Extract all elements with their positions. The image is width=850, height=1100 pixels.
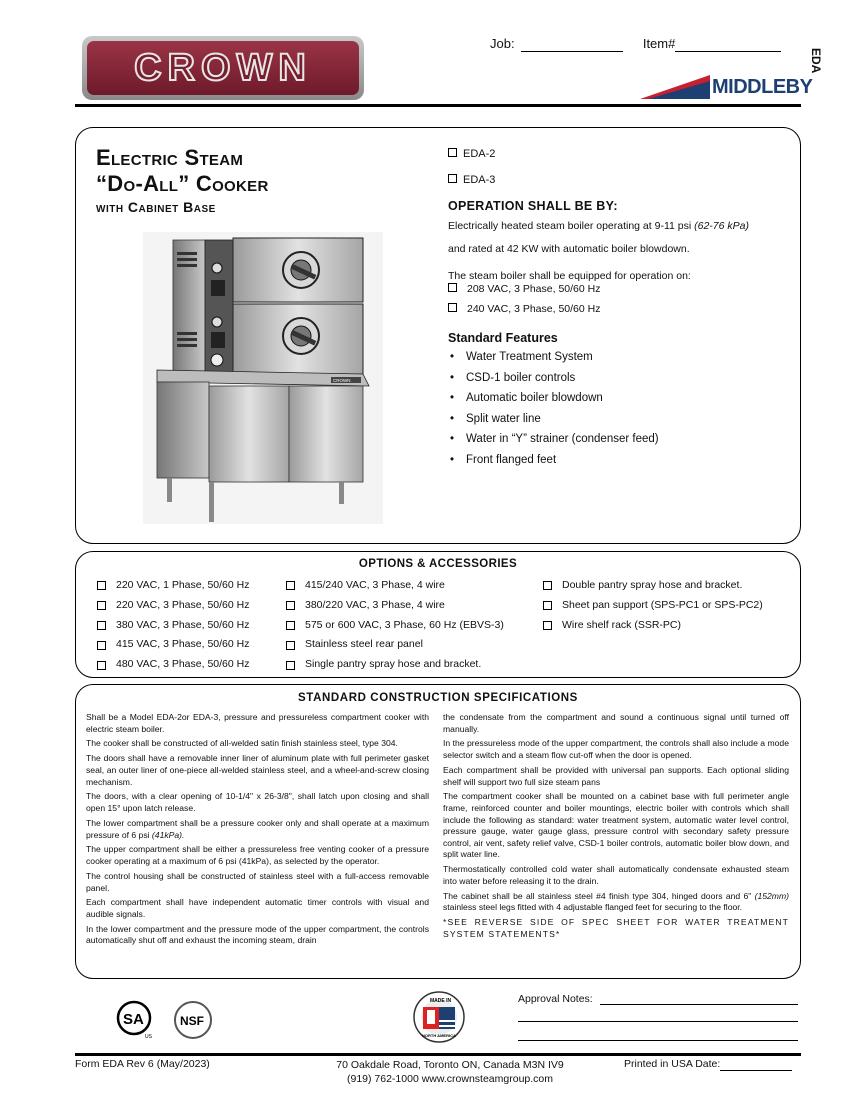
job-label: Job: [490, 36, 515, 51]
model-eda3[interactable]: EDA-3 [448, 174, 495, 186]
checkbox[interactable] [97, 621, 106, 630]
checkbox[interactable] [448, 283, 457, 292]
phone-website: (919) 762-1000 www.crownsteamgroup.com [346, 1073, 554, 1085]
model-eda2[interactable]: EDA-2 [448, 148, 495, 160]
svg-text:NSF: NSF [180, 1014, 204, 1028]
item-label: Item# [642, 36, 676, 51]
feature-item: • Water in “Y” strainer (condenser feed) [448, 429, 659, 450]
steam-cooker-illustration [143, 232, 383, 524]
spec-paragraph: The cabinet shall be all stainless steel #4 finish type 304, hinged doors and 6" (152mm) stainless steel legs fitted with 4 adjustable flanged feet for securing to the floor. [443, 890, 789, 913]
spec-paragraph: the condensate from the compartment and sound a continuous signal until turned off manually. [443, 712, 789, 734]
checkbox[interactable] [97, 641, 106, 650]
option-item[interactable]: 575 or 600 VAC, 3 Phase, 60 Hz (EBVS-3) [286, 616, 504, 636]
nsf-certification-icon [173, 1000, 213, 1040]
checkbox[interactable] [286, 601, 295, 610]
checkbox[interactable] [448, 303, 457, 312]
spec-paragraph: Each compartment shall have independent automatic timer controls with visual and audible signals. [86, 897, 429, 919]
address: 70 Oakdale Road, Toronto ON, Canada M3N IV9 [336, 1059, 564, 1071]
svg-text:NORTH AMERICA: NORTH AMERICA [422, 1033, 456, 1038]
standard-features-heading: Standard Features [448, 331, 558, 345]
feature-item: • CSD-1 boiler controls [448, 368, 659, 389]
specs-left-column [86, 712, 429, 950]
title-line1: Electric Steam [96, 145, 244, 170]
crown-logo-text: CROWN [134, 46, 312, 89]
voltage-option[interactable]: 208 VAC, 3 Phase, 50/60 Hz [448, 280, 600, 300]
option-item[interactable]: Stainless steel rear panel [286, 635, 504, 655]
job-item-fields [490, 36, 781, 52]
item-field[interactable] [675, 36, 781, 52]
option-item[interactable]: 380/220 VAC, 3 Phase, 4 wire [286, 596, 504, 616]
printed-date: Printed in USA Date: [624, 1058, 792, 1071]
spec-paragraph: The doors, with a clear opening of 10-1/4" x 26-3/8", shall latch upon closing and shall open 15° upon latch release. [86, 791, 429, 814]
crown-logo [82, 36, 364, 100]
form-revision: Form EDA Rev 6 (May/2023) [75, 1058, 210, 1070]
spec-paragraph: The compartment cooker shall be mounted on a cabinet base with full perimeter angle frame, reinforced counter and boiler mountings, electric boiler with controls which shall include the following as standard: water treatment system, automatic water level control, pressure gauge, water gauge glass, pressure control with secondary safety pressure control, air vent, safety relief valve, CSD-1 boiler controls, automatic boiler blow down, and split water line. [443, 791, 789, 860]
approval-line[interactable] [518, 1021, 798, 1022]
svg-text:US: US [145, 1034, 152, 1040]
product-photo [143, 232, 383, 524]
option-item[interactable]: 220 VAC, 1 Phase, 50/60 Hz [97, 576, 249, 596]
feature-item: • Split water line [448, 409, 659, 430]
operation-text: Electrically heated steam boiler operating at 9-11 psi (62-76 kPa) and rated at 42 KW with automatic boiler blowdown. The steam boiler shall be equipped for operation on: [448, 220, 749, 282]
photo-label: CROWN [333, 378, 351, 383]
footer-divider [75, 1053, 801, 1056]
spec-paragraph: Thermostatically controlled cold water shall automatically condensate exhausted steam into water before releasing it to the drain. [443, 864, 789, 886]
csa-mark [112, 996, 160, 1047]
approval-line[interactable] [600, 1004, 798, 1005]
spec-paragraph: The cooker shall be constructed of all-welded satin finish stainless steel, type 304. [86, 738, 398, 749]
checkbox[interactable] [286, 621, 295, 630]
spec-paragraph: The lower compartment shall be a pressure cooker only and shall operate at a maximum pressure of 6 psi (41kPa). [86, 817, 429, 840]
approval-notes-label: Approval Notes: [518, 993, 593, 1005]
spec-paragraph: In the pressureless mode of the upper compartment, the controls shall also include a mode selector switch and a steam flow cut-off when the door is opened. [443, 738, 789, 761]
options-col3 [543, 576, 763, 635]
approval-line[interactable] [518, 1040, 798, 1041]
checkbox[interactable] [286, 581, 295, 590]
checkbox[interactable] [286, 641, 295, 650]
option-item[interactable]: Sheet pan support (SPS-PC1 or SPS-PC2) [543, 596, 763, 616]
options-col2 [286, 576, 504, 675]
middleby-swoosh-icon [640, 75, 710, 99]
spec-paragraph: In the lower compartment and the pressure mode of the upper compartment, the controls automatically shut off and exhaust the incoming steam, drain [86, 923, 429, 946]
option-item[interactable]: Single pantry spray hose and bracket. [286, 655, 504, 675]
product-title [96, 145, 269, 215]
checkbox[interactable] [97, 601, 106, 610]
checkbox[interactable] [97, 581, 106, 590]
checkbox[interactable] [448, 174, 457, 183]
checkbox[interactable] [543, 581, 552, 590]
checkbox[interactable] [97, 661, 106, 670]
operation-heading: OPERATION SHALL BE BY: [448, 199, 618, 213]
company-address [300, 1058, 600, 1086]
reverse-side-note: *SEE REVERSE SIDE OF SPEC SHEET FOR WATER TREATMENT SYSTEM STATEMENTS* [443, 917, 789, 939]
date-field[interactable] [720, 1058, 792, 1071]
voltage-option[interactable]: 240 VAC, 3 Phase, 50/60 Hz [448, 300, 600, 320]
option-item[interactable]: Wire shelf rack (SSR-PC) [543, 616, 763, 636]
made-in-north-america-badge [412, 990, 466, 1049]
option-item[interactable]: Double pantry spray hose and bracket. [543, 576, 763, 596]
option-item[interactable]: 380 VAC, 3 Phase, 50/60 Hz [97, 616, 249, 636]
option-item[interactable]: 220 VAC, 3 Phase, 50/60 Hz [97, 596, 249, 616]
svg-text:SA: SA [123, 1011, 144, 1028]
side-code: EDA [809, 48, 823, 74]
spec-paragraph: Shall be a Model EDA-2or EDA-3, pressure and pressureless compartment cooker with electric steam boiler. [86, 712, 429, 734]
spec-paragraph: The control housing shall be constructed of stainless steel with a full-access removable panel. [86, 870, 429, 893]
made-in-north-america-icon [412, 990, 466, 1044]
nsf-mark [173, 1000, 213, 1045]
voltage-options [448, 280, 600, 319]
feature-item: • Water Treatment System [448, 347, 659, 368]
options-heading: OPTIONS & ACCESSORIES [358, 558, 518, 570]
standard-features-list [448, 347, 659, 470]
checkbox[interactable] [448, 148, 457, 157]
option-item[interactable]: 415 VAC, 3 Phase, 50/60 Hz [97, 635, 249, 655]
svg-text:MADE IN: MADE IN [430, 998, 452, 1004]
spec-paragraph: The doors shall have a removable inner liner of aluminum plate with full perimeter gasket seal, an outer liner of one-piece all-welded stainless steel, and a wheel-and-screw closing mechanism. [86, 753, 429, 787]
checkbox[interactable] [286, 661, 295, 670]
option-item[interactable]: 480 VAC, 3 Phase, 50/60 Hz [97, 655, 249, 675]
spec-paragraph: Each compartment shall be provided with universal pan supports. Each optional sliding shelf will support two full size steam pans [443, 764, 789, 787]
checkbox[interactable] [543, 621, 552, 630]
product-subtitle: with Cabinet Base [96, 199, 216, 215]
feature-item: • Front flanged feet [448, 450, 659, 471]
specs-right-column [443, 712, 789, 944]
feature-item: • Automatic boiler blowdown [448, 388, 659, 409]
job-field[interactable] [521, 36, 623, 52]
middleby-text: MIDDLEBY [712, 75, 813, 98]
csa-certification-icon [112, 996, 160, 1042]
checkbox[interactable] [543, 601, 552, 610]
options-col1 [97, 576, 249, 675]
specs-heading: STANDARD CONSTRUCTION SPECIFICATIONS [298, 692, 578, 704]
spec-paragraph: The upper compartment shall be either a pressureless free venting cooker of a pressure cooker operating at a maximum of 6 psi (41kPa), as selected by the operator. [86, 844, 429, 867]
option-item[interactable]: 415/240 VAC, 3 Phase, 4 wire [286, 576, 504, 596]
title-line2: “Do-All” Cooker [96, 171, 269, 196]
middleby-logo [640, 75, 812, 99]
header-divider [75, 104, 801, 107]
